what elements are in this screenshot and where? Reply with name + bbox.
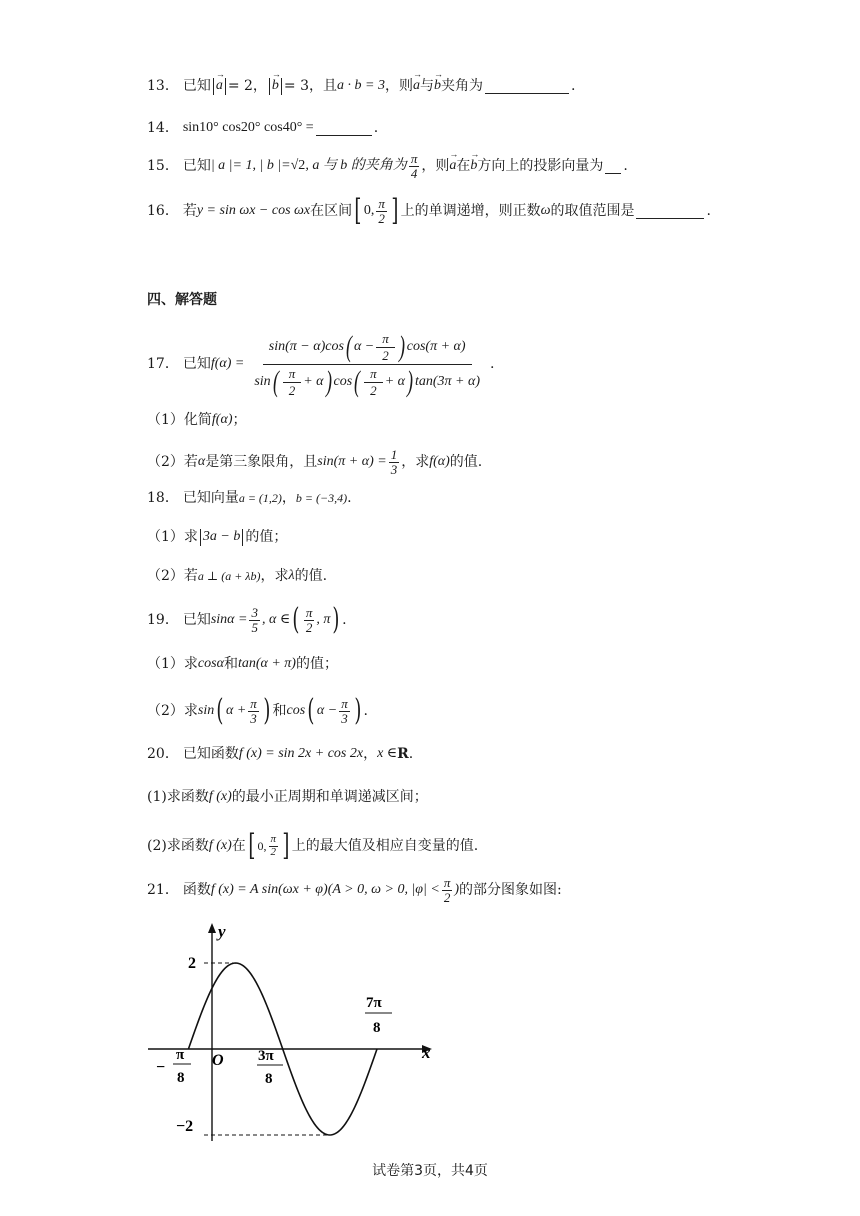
sqrt-2: √2 [290,157,306,173]
question-20: 20． 已知函数 f (x) = sin 2x + cos 2x ， x ∈ R . [147,746,414,762]
q18-part-1: （1）求 3a − b 的值； [147,529,288,545]
tick-neg-pi-8-num: π [176,1047,185,1063]
abs-b: → b [269,78,282,95]
tick-neg-pi-8-den: 8 [177,1070,185,1086]
y-axis-arrow [208,923,216,933]
answer-blank[interactable] [316,121,372,136]
question-15: 15． 已知 | a |= 1, | b |= √2 , a 与 b 的夹角为 $\frac{\pi}{4}$ ，则 → a 在 → b 方向上的投影向量为 . [147,152,628,180]
question-21: 21． 函数 f (x) = A sin(ωx + φ)(A > 0, ω > 0, |φ| < $\frac{\pi}{2}$ ) 的部分图象如图: [147,875,562,905]
q19-part-1: （1）求 cosα 和 tan(α + π) 的值； [147,656,338,672]
q13-number: 13． [147,78,179,94]
q20-part-2: (2)求函数 f (x) 在 [ 0, $\frac{\pi}{2}$ ] 上的最大值及相应自变量的值. [147,828,479,863]
section-heading: 四、解答题 [147,292,217,308]
q16-expression: y = sin ωx − cos ωx [196,202,311,218]
dot-product: a · b = 3 [337,78,385,93]
y-min-label: −2 [176,1118,194,1135]
page-footer: 试卷第3页，共4页 [372,1163,488,1179]
q19-part-2: （2）求 sin ( α + $\frac{\pi}{3}$ ) 和 cos ( α − $\frac{\pi}{3}$ ) . [147,693,368,728]
neg-sign: − [156,1059,166,1076]
q17-fraction: sin(π − α)cos ( α − $\frac{\pi}{2}$ ) cos(π + α) sin ( $\frac{\pi}{2}$ + α ) cos ( $\frac{\pi}{2}$ + α ) tan(3π + α) [254,330,481,399]
answer-blank[interactable] [605,159,621,174]
q13-text: 已知 [182,78,211,94]
q17-part-1: （1）化简 f(α) ； [147,412,247,428]
question-13: 13． 已知 → a = 2， → b = 3，且 a · b = 3 ，则 → a 与 → b 夹角为 . [147,78,575,95]
sine-graph [140,915,450,1150]
y-axis-label: y [218,922,226,941]
question-17: 17． 已知 f(α) = sin(π − α)cos ( α − $\frac{\pi}{2}$ ) cos(π + α) sin ( $\frac{\pi}{2}$ + α ) cos ( $\frac{\pi}{2}$ + α ) tan(3π + α) . [147,330,495,399]
question-18: 18． 已知向量 a = (1,2) ， b = (−3,4) . [147,490,352,506]
tick-3pi-8-num: 3π [258,1048,274,1064]
question-16: 16． 若 y = sin ωx − cos ωx 在区间 [ 0, $\frac{\pi}{2}$ ] 上的单调递增，则正数 ω 的取值范围是 . [147,193,711,228]
tick-7pi-8-den: 8 [373,1020,381,1036]
y-max-label: 2 [188,955,196,972]
answer-blank[interactable] [485,79,569,94]
question-14: 14． sin10° cos20° cos40° = . [147,120,379,136]
q20-part-1: (1)求函数 f (x) 的最小正周期和单调递减区间； [147,789,428,805]
tick-3pi-8-den: 8 [265,1071,273,1087]
tick-7pi-8-num: 7π [366,995,382,1011]
question-19: 19． 已知 sinα = $\frac{3}{5}$ , α ∈ ( $\frac{\pi}{2}$ , π ) . [147,602,347,637]
origin-label: O [212,1052,224,1069]
fraction-pi-4: $\frac{\pi}{4}$ [410,151,418,181]
q14-expression: sin10° cos20° cos40° = [182,120,314,135]
q17-part-2: （2）若 α 是第三象限角，且 sin(π + α) = $\frac{1}{3}$ ，求 f(α) 的值. [147,447,483,477]
x-axis-label: x [422,1043,431,1062]
abs-a: → a [213,78,226,95]
q18-part-2: （2）若 a ⊥ (a + λb) ，求 λ 的值. [147,568,328,584]
answer-blank[interactable] [636,204,704,219]
